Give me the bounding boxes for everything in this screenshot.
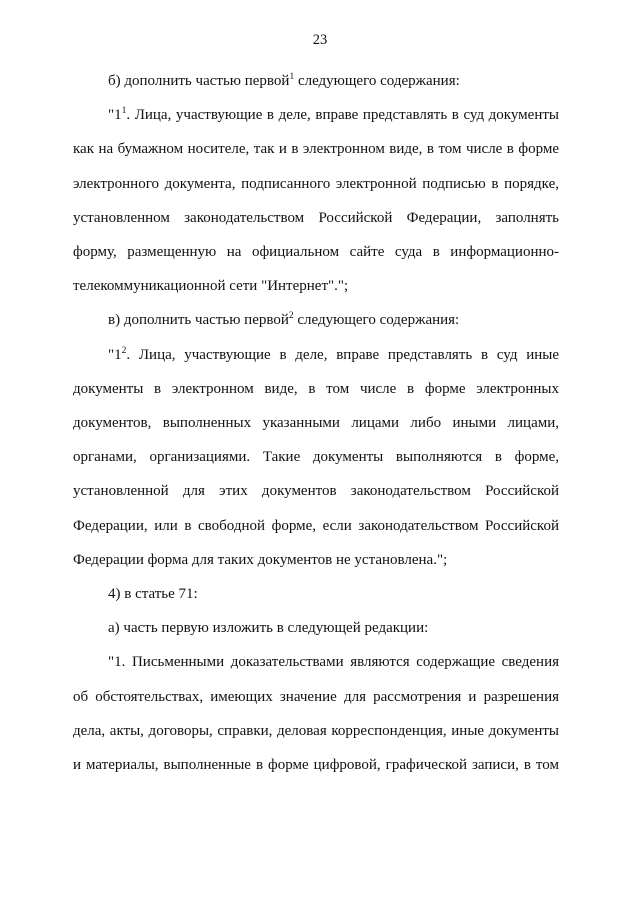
- paragraph-text: "1: [108, 346, 122, 363]
- document-body: [73, 64, 559, 782]
- superscript: 1: [121, 106, 127, 117]
- paragraph-quote-3: [73, 645, 559, 782]
- paragraph-text: а) часть первую изложить в следующей редакции:: [108, 620, 429, 637]
- superscript: 2: [121, 345, 127, 356]
- superscript: 1: [289, 72, 295, 82]
- paragraph-text: "1. Письменными доказательствами являются содержащие сведения об обстоятельствах, имеющих значение для рассмотрения и разрешения дела, акты, договоры, справки, деловая корреспонденция, иные документы и материалы, выполненные в форме цифровой, графической записи, в том: [73, 654, 559, 774]
- paragraph-text: "1: [108, 107, 122, 124]
- paragraph-text: 4) в статье 71:: [108, 586, 198, 603]
- paragraph-text: в) дополнить частью первой: [108, 312, 289, 329]
- paragraph-text: следующего содержания:: [294, 73, 460, 89]
- paragraph-b: [73, 64, 559, 98]
- paragraph-text: следующего содержания:: [293, 312, 460, 329]
- paragraph-a: [73, 611, 559, 645]
- paragraph-v: [73, 303, 559, 337]
- paragraph-item-4: [73, 577, 559, 611]
- superscript: 2: [288, 311, 294, 322]
- paragraph-text: . Лица, участвующие в деле, вправе представлять в суд документы как на бумажном носителе, так и в электронном виде, в том числе в форме электронного документа, подписанного электронной подписью в порядке, установленном законодательством Российской Федерации, заполнять форму, размещенную на официальном сайте суда в информационно-телекоммуникационной сети "Интернет".";: [73, 107, 559, 295]
- paragraph-quote-2: [73, 338, 559, 577]
- paragraph-quote-1: [73, 98, 559, 303]
- page-number: 23: [312, 32, 328, 48]
- paragraph-text: б) дополнить частью первой: [108, 73, 290, 89]
- paragraph-text: . Лица, участвующие в деле, вправе представлять в суд иные документы в электронном виде, в том числе в форме электронных документов, выполненных указанными лицами либо иными лицами, органами, организациями. Такие документы выполняются в форме, установленной для этих документов законодательством Российской Федерации, или в свободной форме, если законодательством Российской Федерации форма для таких документов не установлена.";: [73, 346, 559, 568]
